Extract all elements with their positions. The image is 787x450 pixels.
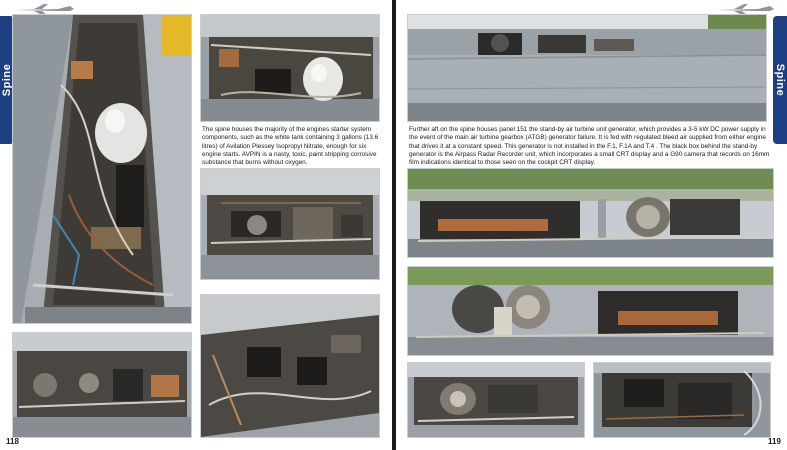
right-caption: Further aft on the spine houses panel 151 the stand-by air turbine unit generator, which provides a 3-5 kW DC power supply in the event of the main air turbine gearbox (ATGB) generator failure. It is fed with regulated bleed air supplied from either engine that drives it at a constant speed. This generator is not installed in the F.1, F.1A and T.4 . The black box behind the stand-by generator is the Airpass Radar Recorder unit, which incorporates a small CRT display and a G90 camera that records on 16mm film indications identical to those seen on the cockpit CRT display.	[409, 126, 770, 167]
airpass-recorder-photo	[407, 266, 774, 356]
spine-exterior-photo	[407, 14, 767, 122]
section-tab-label: Spine	[774, 63, 786, 97]
right-page-number: 119	[768, 437, 781, 446]
section-tab-label: Spine	[1, 63, 13, 97]
recorder-bay-photo	[593, 362, 771, 438]
left-page-number: 118	[6, 437, 19, 446]
left-page	[0, 0, 392, 450]
spine-bay-photo	[12, 14, 192, 324]
right-page	[396, 0, 787, 450]
left-caption: The spine houses the majority of the engines starter system components, such as the white tank containing 3 gallons (13.6 litres) of Avilation Plessey Isopropyl Nitrate, enough for six engine starts. AVPIN is a nasty, toxic, paint stripping corrosive substance that burns without oxygen.	[202, 126, 379, 167]
generator-detail-photo	[407, 362, 585, 438]
wiring-bay-photo	[200, 294, 380, 438]
starter-tank-photo	[200, 14, 380, 122]
section-tab-right	[773, 16, 787, 144]
spine-components-photo	[12, 332, 192, 438]
standby-generator-photo	[407, 168, 774, 258]
engine-starter-photo	[200, 168, 380, 280]
